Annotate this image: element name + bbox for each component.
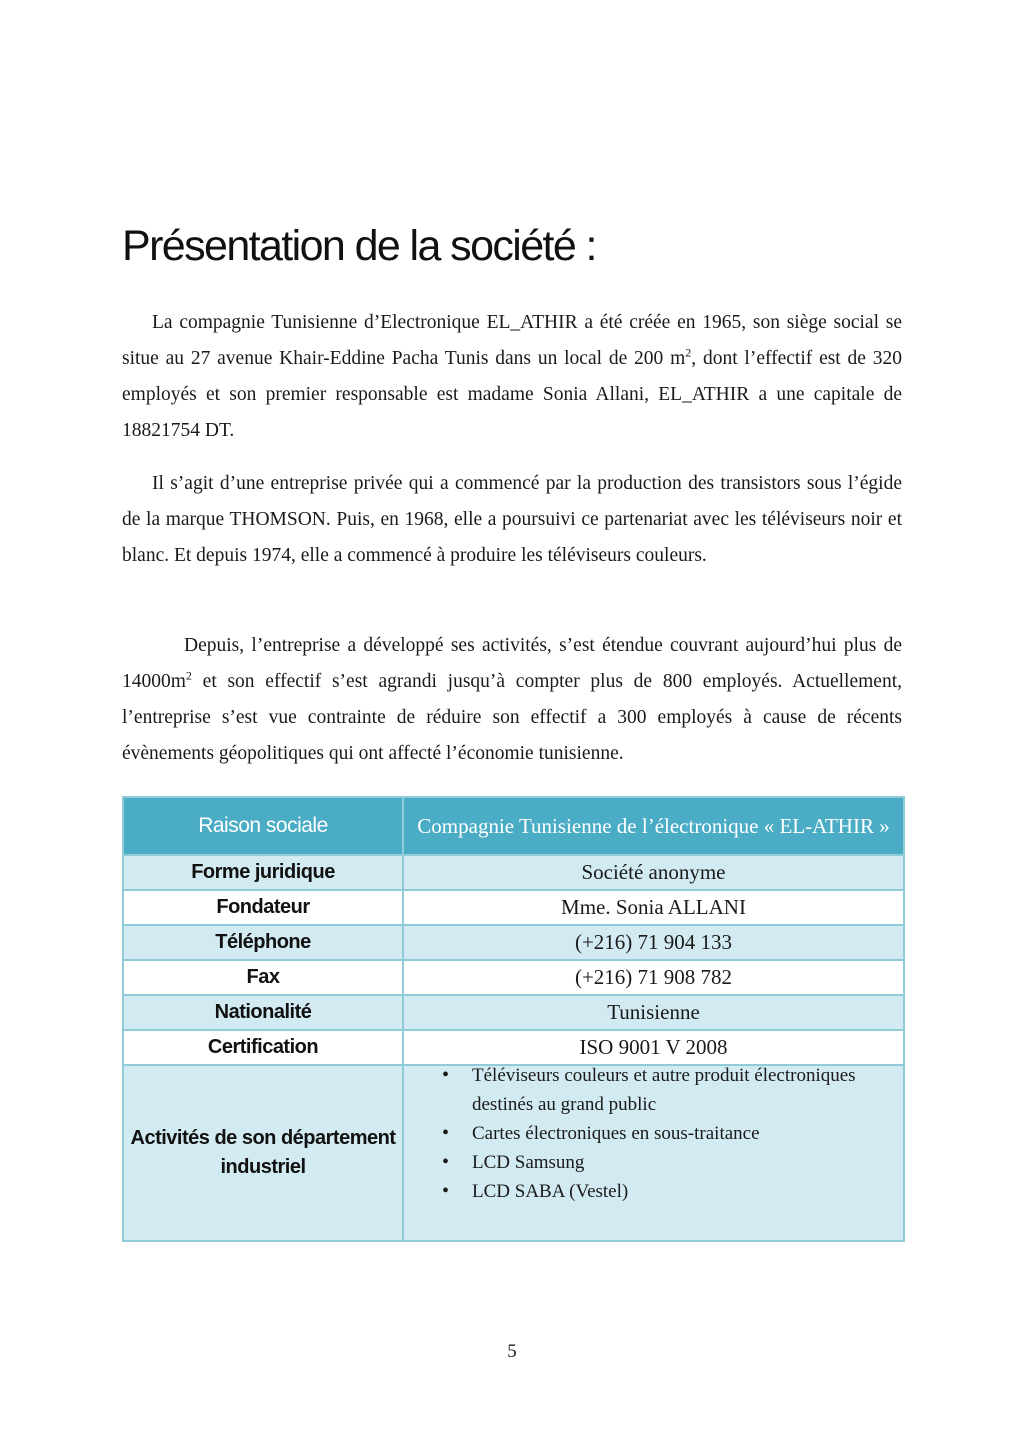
table-label-cell: Certification — [123, 1030, 403, 1065]
table-label-cell: Fondateur — [123, 890, 403, 925]
table-row — [123, 855, 904, 890]
table-row — [123, 960, 904, 995]
table-row — [123, 995, 904, 1030]
page-number: 5 — [507, 1341, 517, 1362]
table-label-cell: Nationalité — [123, 995, 403, 1030]
table-label-cell: Raison sociale — [123, 797, 403, 855]
table-label-cell: Forme juridique — [123, 855, 403, 890]
table-label-cell: Activités de son département industriel — [123, 1065, 403, 1241]
paragraph-development-text-b: et son effectif s’est agrandi jusqu’à compter plus de 800 employés. Actuellement, l’entreprise s’est vue contrainte de réduire son effectif a 300 employés à cause de récents évènements géopolitiques qui ont affecté l’économie tunisienne. — [122, 671, 902, 764]
table-value-cell: Société anonyme — [403, 855, 904, 890]
superscript: 2 — [185, 668, 192, 683]
paragraph-intro — [122, 305, 902, 449]
paragraph-development-text-a: Depuis, l’entreprise a développé ses activités, s’est étendue couvrant aujourd’hui plus de 14000m — [122, 635, 902, 692]
paragraph-intro-text-b: , dont l’effectif est de 320 employés et son premier responsable est madame Sonia Allani, EL_ATHIR a une capitale de 18821754 DT. — [122, 348, 902, 441]
company-info-table — [122, 796, 905, 1242]
table-label-cell: Téléphone — [123, 925, 403, 960]
table-row — [123, 890, 904, 925]
table-row-activities — [123, 1065, 904, 1241]
table-value-cell: ISO 9001 V 2008 — [403, 1030, 904, 1065]
table-value-cell: (+216) 71 904 133 — [403, 925, 904, 960]
paragraph-intro-text-a: La compagnie Tunisienne d’Electronique EL_ATHIR a été créée en 1965, son siège social se situe au 27 avenue Khair-Eddine Pacha Tunis dans un local de 200 m — [122, 312, 902, 369]
table-value-cell: Tunisienne — [403, 995, 904, 1030]
table-value-cell: (+216) 71 908 782 — [403, 960, 904, 995]
list-item: • LCD SABA (Vestel) — [442, 1177, 903, 1206]
table-value-cell: Compagnie Tunisienne de l’électronique « EL-ATHIR » — [403, 797, 904, 855]
table-value-cell: Mme. Sonia ALLANI — [403, 890, 904, 925]
page-title: Présentation de la société : — [122, 222, 596, 270]
table-row — [123, 925, 904, 960]
paragraph-development — [122, 628, 902, 772]
list-item: • Téléviseurs couleurs et autre produit électroniques destinés au grand public — [442, 1061, 903, 1119]
activities-cell — [403, 1065, 904, 1241]
list-item: • Cartes électroniques en sous-traitance — [442, 1119, 903, 1148]
table-label-cell: Fax — [123, 960, 403, 995]
superscript: 2 — [685, 345, 692, 360]
activities-list — [404, 1061, 903, 1206]
table-header-row — [123, 797, 904, 855]
list-item: • LCD Samsung — [442, 1148, 903, 1177]
paragraph-history: Il s’agit d’une entreprise privée qui a commencé par la production des transistors sous l’égide de la marque THOMSON. Puis, en 1968, elle a poursuivi ce partenariat avec les téléviseurs noir et blanc. Et depuis 1974, elle a commencé à produire les téléviseurs couleurs. — [122, 473, 902, 566]
